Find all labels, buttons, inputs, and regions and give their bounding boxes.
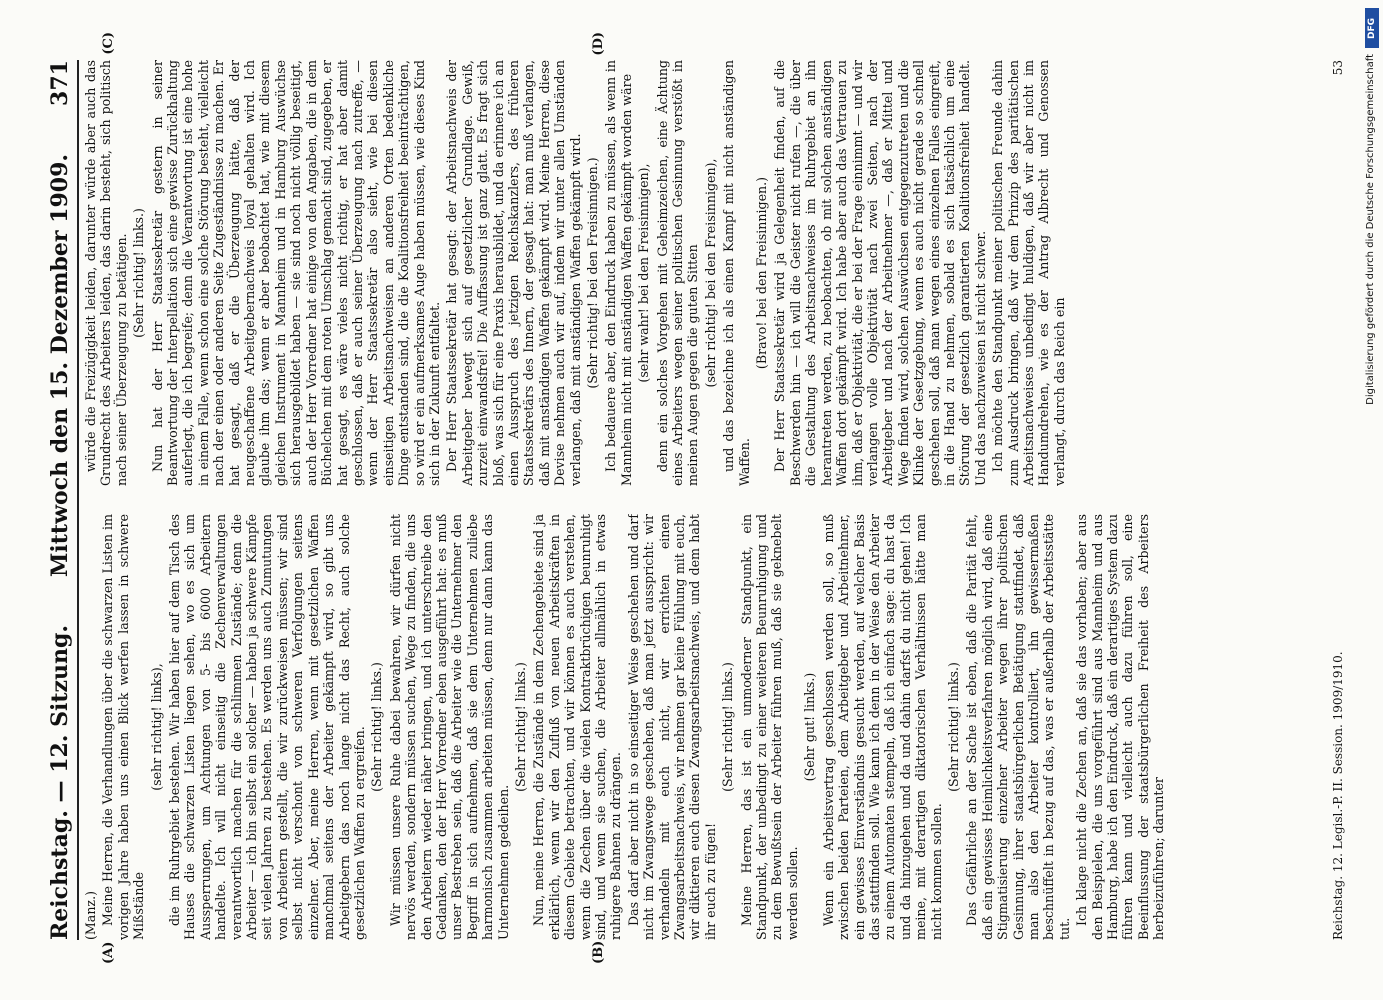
interjection: (sehr wahr! bei den Freisinnigen), xyxy=(636,163,652,383)
paragraph: denn ein solches Vorgehen mit Geheimzeichen, eine Ächtung eines Arbeiters wegen seiner politischen Gesinnung verstößt in meinen Augen gegen die guten Sitten xyxy=(654,60,701,486)
paragraph: würde die Freizügigkeit leiden, darunter würde aber auch das Grundrecht des Arbeiters leiden, das darin besteht, sich politisch nach seiner Überzeugung zu betätigen. xyxy=(83,60,129,486)
paragraph: Der Herr Staatssekretär wird ja Gelegenheit finden, auf die Beschwerden hin — ich will die Geister nicht rufen —, die über die Gestaltung des Arbeitsnachweises im Ruhrgebiet an ihn herantreten werden, zu beobachten, ob mit solchen anständigen Waffen dort gekämpft wird. Ich habe aber auch das Vertrauen zu ihm, daß er Objektivität, die er bei der Frage einnimmt — und wir verlangen volle Objektivität nach zwei Seiten, nach der Arbeitgeber und nach der Arbeitnehmer —, daß er Mittel und Wege finden wird, solchen Auswüchsen entgegenzutreten und die Klinke der Gesetzgebung, wenn es auch nicht gerade so schnell geschehen soll, daß man wegen eines einzelnen Falles eingreift, in die Hand zu nehmen, sobald es sich tatsächlich um eine Störung der gesetzlich garantierten Koalitionsfreiheit handelt. Und das nachzuweisen ist nicht schwer. xyxy=(772,60,988,486)
text-columns xyxy=(83,60,1321,940)
margin-mark-d: (D) xyxy=(591,32,606,56)
paragraph: Der Herr Staatssekretär hat gesagt: der Arbeitsnachweis der Arbeitgeber bewegt sich auf gesetzlicher Grundlage. Gewiß, zurzeit einwandsfrei! Die Auffassung ist ganz glatt. Es fragt sich bloß, was sich für eine Praxis herausbildet, und da erinnere ich an einen Ausspruch des jetzigen Reichskanzlers, des früheren Staatssekretärs des Innern, der gesagt hat: man muß verlangen, daß mit anständigen Waffen gekämpft wird. Meine Herren, diese Devise nehmen auch wir auf, indem wir unter allen Umständen verlangen, daß mit anständigen Waffen gekämpft wird. xyxy=(444,60,583,486)
interjection: (Sehr richtig! links.) xyxy=(131,208,147,338)
running-header xyxy=(39,60,79,940)
interjection: (Bravo! bei den Freisinnigen.) xyxy=(754,176,770,370)
interjection: (Sehr gut! links.) xyxy=(802,672,818,782)
footer-source: Reichstag. 12. Legisl.-P. II. Session. 1909/1910. xyxy=(1331,651,1345,940)
interjection: (sehr richtig! links), xyxy=(148,663,164,791)
paragraph: Ich bedauere aber, den Eindruck haben zu müssen, als wenn in Mannheim nicht mit anständigen Waffen gekämpft worden wäre xyxy=(603,60,634,486)
column-left xyxy=(83,514,1321,940)
interjection: (Sehr richtig! links.) xyxy=(945,662,961,792)
paragraph: Nun, meine Herren, die Zustände in dem Zechengebiete sind ja erklärlich, wenn wir den Zufluß von neuen Arbeitskräften in diesem Gebiete betrachten, und wir können es auch verstehen, wenn die Zechen über die vielen Kontraktbrüchigen beunruhigt sind, und wenn sie suchen, die Arbeiter allmählich in etwas ruhigere Bahnen zu drängen. xyxy=(531,514,624,940)
dfg-logo-icon: DFG xyxy=(1365,8,1379,48)
interjection: (Sehr richtig! links.) xyxy=(369,662,385,792)
paragraph: Wir müssen unsere Ruhe dabei bewahren, wir dürfen nicht nervös werden, sondern müssen suchen, Wege zu finden, die uns den Arbeitern wieder näher bringen, und ich unterschreibe den Gedanken, den der Herr Vorredner eben ausgeführt hat: es muß unser Bestreben sein, daß die Arbeiter wie die Unternehmer den Begriff in sich aufnehmen, daß sie dem Unternehmen zuliebe harmonisch zusammen arbeiten müssen, denn nur dann kann das Unternehmen gedeihen. xyxy=(387,514,511,940)
paragraph: und das bezeichne ich als einen Kampf mit nicht anständigen Waffen. xyxy=(721,60,752,486)
interjection: (sehr richtig! bei den Freisinnigen), xyxy=(702,158,718,388)
margin-mark-a: (A) xyxy=(101,941,116,964)
dfg-funding-note: Digitalisierung gefördert durch die Deutsche Forschungsgemeinschaft xyxy=(1365,54,1376,405)
page-number: 371 xyxy=(47,60,73,106)
rotated-page-body xyxy=(31,30,1351,970)
interjection: (Sehr richtig! links.) xyxy=(720,662,736,792)
speaker-label: (Manz.) xyxy=(83,891,98,940)
header-left: Reichstag. — 12. Sitzung. xyxy=(47,624,73,940)
paragraph: Wenn ein Arbeitsvertrag geschlossen werden soll, so muß zwischen beiden Parteien, dem Arbeitgeber und Arbeitnehmer, ein gewisses Einverständnis gesucht werden, auf welcher Basis das stattfinden soll. Wie kann ich denn in der Weise den Arbeiter zu einem Automaten stempeln, daß ich einfach sage: du hast da und da hinzugehen und da und dahin darfst du nicht gehen! Ich meine, mit derartigen diktatorischen Verhältnissen hätte man nicht kommen sollen. xyxy=(820,514,944,940)
paragraph: Das Gefährliche an der Sache ist eben, daß die Parität fehlt, daß ein gewisses Heimlichkeitsverfahren möglich wird, daß eine Stigmatisierung einzelner Arbeiter wegen ihrer politischen Gesinnung, ihrer staatsbürgerlichen Betätigung stattfindet, daß man also den Arbeiter kontrolliert, ihn gewissermaßen beschnüffelt in bezug auf das, was er außerhalb der Arbeitsstätte tut. xyxy=(964,514,1072,940)
dfg-sidebar xyxy=(1365,8,1379,405)
paragraph: Meine Herren, das ist ein unmoderner Standpunkt, ein Standpunkt, der unbedingt zu einer weiteren Beunruhigung und zu dem Bewußtsein der Arbeiter führen muß, daß sie geknebelt werden sollen. xyxy=(738,514,800,940)
margin-mark-c: (C) xyxy=(101,32,116,55)
paragraph: Ich klage nicht die Zechen an, daß sie das vorhaben; aber aus den Beispielen, die uns vorgeführt sind aus Mannheim und aus Hamburg, habe ich den Eindruck, daß ein derartiges System dazu führen kann und vielleicht auch dazu führen soll, eine Beeinflussung der staatsbürgerlichen Freiheit des Arbeiters herbeizuführen; darunter xyxy=(1074,514,1167,940)
interjection: (Sehr richtig! links.) xyxy=(512,662,528,792)
paragraph: Meine Herren, die Verhandlungen über die schwarzen Listen im vorigen Jahre haben uns einen Blick werfen lassen in schwere Mißstände xyxy=(100,514,147,940)
header-center: Mittwoch den 15. Dezember 1909. xyxy=(47,153,73,577)
margin-mark-b: (B) xyxy=(591,940,606,964)
footer-number: 53 xyxy=(1331,60,1345,76)
paragraph: Ich möchte den Standpunkt meiner politischen Freunde dahin zum Ausdruck bringen, daß wir dem Prinzip des paritätischen Arbeitsnachweises unbedingt huldigen, daß wir aber nicht im Handumdrehen, wie es der Antrag Albrecht und Genossen verlangt, durch das Reich ein xyxy=(990,60,1067,486)
paragraph: Nun hat der Herr Staatssekretär gestern in seiner Beantwortung der Interpellation sich eine gewisse Zurückhaltung auferlegt, die ich begreife; denn die Verantwortung ist eine hohe in einem Falle, wenn schon eine solche Störung besteht, vielleicht nach der einen oder anderen Seite Zugeständnisse zu machen. Er hat gesagt, daß er die Überzeugung hätte, daß der neugeschaffene Arbeitgebernachweis loyal gehalten wird. Ich glaube ihm das; wenn er aber beobachtet hat, wie mit diesem gleichen Instrument in Mannheim und in Hamburg Auswüchse sich herausgebildet haben — sie sind noch nicht völlig beseitigt, auch der Herr Vorredner hat einige von den Angaben, die in dem Büchelchen mit dem roten Umschlag gemacht sind, zugegeben, er hat gesagt, es wäre vieles nicht richtig, er hat aber damit geschlossen, daß er auch seiner Überzeugung nach zutreffe, — wenn der Herr Staatssekretär also sieht, wie bei diesen einseitigen Arbeitsnachweisen an anderen Orten bedenkliche Dinge entstanden sind, die die Koalitionsfreiheit beeinträchtigen, so wird er ein aufmerksames Auge haben müssen, wie dieses Kind sich in der Zukunft entfaltet. xyxy=(149,60,442,486)
paragraph: die im Ruhrgebiet bestehen. Wir haben hier auf dem Tisch des Hauses die schwarzen Listen liegen sehen, wo es sich um Aussperrungen, um Achtungen von 5- bis 6000 Arbeitern handelte. Ich will nicht einseitig die Zechenverwaltungen verantwortlich machen für die schlimmen Zustände; denn die Arbeiter — ich bin selbst ein solcher — haben ja schwere Kämpfe seit vielen Jahren zu bestehen. Es werden uns auch Zumutungen von Arbeitern gestellt, die wir zurückweisen müssen; wir sind selbst nicht verschont von schweren Verfolgungen seitens einzelner. Aber, meine Herren, wenn mit gesetzlichen Waffen manchmal seitens der Arbeiter gekämpft wird, so gibt uns Arbeitgebern das noch lange nicht das Recht, auch solche gesetzlichen Waffen zu ergreifen. xyxy=(167,514,367,940)
interjection: (Sehr richtig! bei den Freisinnigen.) xyxy=(585,157,600,389)
column-right xyxy=(83,60,1321,486)
paragraph: Das darf aber nicht in so einseitiger Weise geschehen und darf nicht im Zwangswege geschehen, daß man jetzt ausspricht: wir verhandeln mit euch nicht, wir errichten einen Zwangsarbeitsnachweis, wir nehmen gar keine Fühlung mit euch, wir diktieren euch diesen Zwangsarbeitsnachweis, und dem habt ihr euch zu fügen! xyxy=(625,514,718,940)
